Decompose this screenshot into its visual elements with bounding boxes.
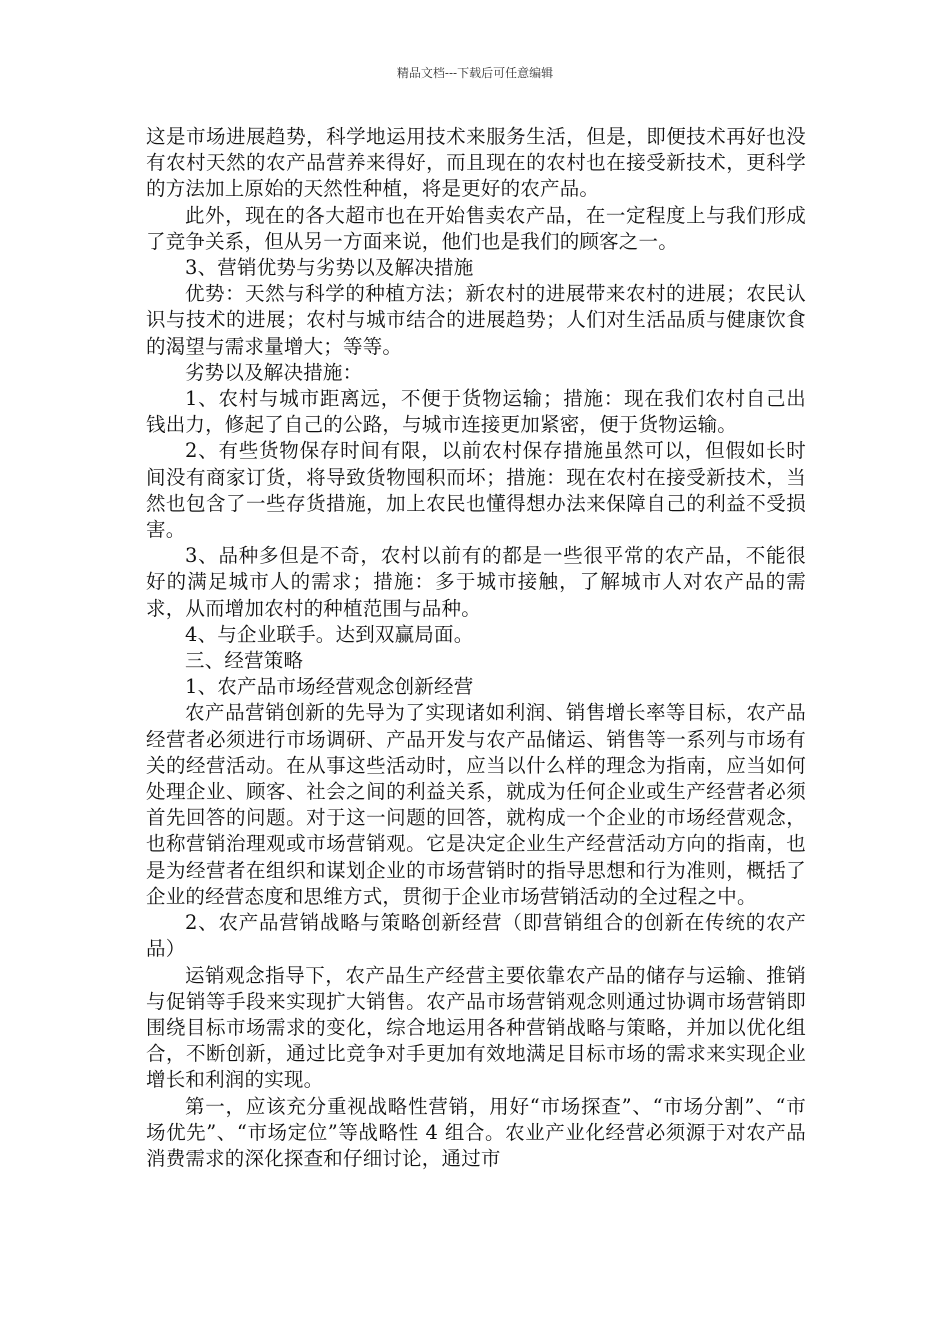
section-heading: 3、营销优势与劣势以及解决措施 bbox=[185, 256, 474, 280]
paragraph: 这是市场进展趋势，科学地运用技术来服务生活，但是，即便技术再好也没有农村天然的农产品营养来得好，而且现在的农村也在接受新技术，更科学的方法加上原始的天然性种植，将是更好的农产品。 bbox=[146, 125, 806, 201]
list-item: 2、有些货物保存时间有限，以前农村保存措施虽然可以，但假如长时间没有商家订货，将导致货物囤积而坏；措施：现在农村在接受新技术，当然也包含了一些存货措施，加上农民也懂得想办法来保障自己的利益不受损害。 bbox=[146, 439, 806, 542]
section-heading: 三、经营策略 bbox=[185, 649, 304, 673]
paragraph: 第一，应该充分重视战略性营销，用好“市场探查”、“市场分割”、“市场优先”、“市场定位”等战略性 4 组合。农业产业化经营必须源于对农产品消费需求的深化探查和仔细讨论，通过市 bbox=[146, 1094, 806, 1170]
page-header: 精品文档---下载后可任意编辑 bbox=[396, 66, 554, 80]
subsection-heading: 2、农产品营销战略与策略创新经营（即营销组合的创新在传统的农产品） bbox=[146, 911, 806, 961]
subsection-heading: 1、农产品市场经营观念创新经营 bbox=[185, 675, 474, 699]
list-item: 1、农村与城市距离远，不便于货物运输；措施：现在我们农村自己出钱出力，修起了自己的公路，与城市连接更加紧密，便于货物运输。 bbox=[146, 387, 806, 437]
paragraph: 运销观念指导下，农产品生产经营主要依靠农产品的储存与运输、推销与促销等手段来实现扩大销售。农产品市场营销观念则通过协调市场营销即围绕目标市场需求的变化，综合地运用各种营销战略与策略，并加以优化组合，不断创新，通过比竞争对手更加有效地满足目标市场的需求来实现企业增长和利润的实现。 bbox=[146, 963, 806, 1092]
document-body bbox=[146, 124, 806, 1172]
paragraph: 农产品营销创新的先导为了实现诸如利润、销售增长率等目标，农产品经营者必须进行市场调研、产品开发与农产品储运、销售等一系列与市场有关的经营活动。在从事这些活动时，应当以什么样的理念为指南，应当如何处理企业、顾客、社会之间的利益关系，就成为任何企业或生产经营者必须首先回答的问题。对于这一问题的回答，就构成一个企业的市场经营观念，也称营销治理观或市场营销观。它是决定企业生产经营活动方向的指南，也是为经营者在组织和谋划企业的市场营销时的指导思想和行为准则，概括了企业的经营态度和思维方式，贯彻于企业市场营销活动的全过程之中。 bbox=[146, 701, 806, 908]
paragraph: 劣势以及解决措施： bbox=[185, 360, 363, 384]
list-item: 4、与企业联手。达到双赢局面。 bbox=[185, 622, 474, 646]
paragraph: 此外，现在的各大超市也在开始售卖农产品，在一定程度上与我们形成了竞争关系，但从另一方面来说，他们也是我们的顾客之一。 bbox=[146, 203, 806, 253]
list-item: 3、品种多但是不奇，农村以前有的都是一些很平常的农产品，不能很好的满足城市人的需求；措施：多于城市接触，了解城市人对农产品的需求，从而增加农村的种植范围与品种。 bbox=[146, 544, 806, 620]
paragraph: 优势：天然与科学的种植方法；新农村的进展带来农村的进展；农民认识与技术的进展；农村与城市结合的进展趋势；人们对生活品质与健康饮食的渴望与需求量增大；等等。 bbox=[146, 282, 806, 358]
